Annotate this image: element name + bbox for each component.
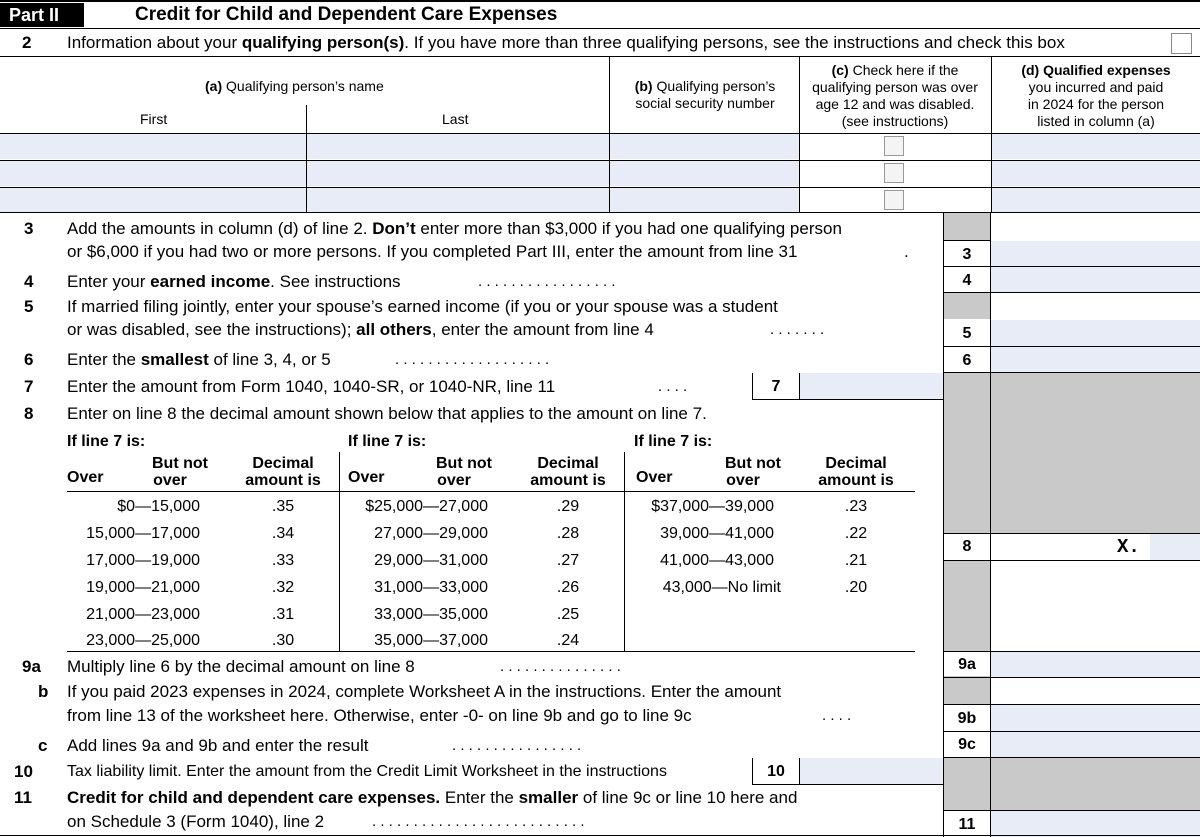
line-9a-box-label: 9a bbox=[958, 656, 976, 673]
table-1-decimal: .35 bbox=[271, 498, 295, 515]
line-6-leader-dots: . . . . . . . . . . . . . . . . . . . bbox=[395, 351, 550, 368]
line-5-text-2: or was disabled, see the instructions); all others, enter the amount from line 4 bbox=[67, 320, 654, 339]
person-2-ssn[interactable] bbox=[610, 161, 799, 186]
line-9b-box-label: 9b bbox=[957, 710, 977, 727]
shaded-cell bbox=[944, 676, 990, 704]
table-3-if-header: If line 7 is: bbox=[634, 433, 713, 450]
table-1-butnot-over: over bbox=[153, 472, 187, 489]
table-2-range: 35,000—37,000 bbox=[374, 632, 488, 649]
decimal-table-bottom-rule bbox=[67, 651, 915, 652]
line-7-text: Enter the amount from Form 1040, 1040-SR, or 1040-NR, line 11 bbox=[67, 377, 556, 396]
box-rule bbox=[943, 292, 1200, 293]
table-1-amount-header: amount is bbox=[245, 472, 321, 489]
line-5-number: 5 bbox=[24, 297, 34, 316]
box-rule bbox=[943, 240, 991, 241]
table-3-decimal: .23 bbox=[844, 498, 868, 515]
line-9a-number: 9a bbox=[22, 657, 41, 676]
table-3-range: $37,000—39,000 bbox=[651, 498, 774, 515]
table-2-range: 31,000—33,000 bbox=[374, 579, 488, 596]
table-2-decimal: .29 bbox=[556, 498, 580, 515]
table-1-butnot-header: But not bbox=[152, 455, 208, 472]
line-9a-amount[interactable] bbox=[991, 652, 1200, 677]
col-d-header-4: listed in column (a) bbox=[1037, 113, 1155, 129]
table-2-butnot-over: over bbox=[437, 472, 471, 489]
table-1-range: 17,000—19,000 bbox=[86, 552, 200, 569]
line-5-box-label: 5 bbox=[962, 325, 972, 342]
part-label: Part II bbox=[9, 5, 60, 25]
line-8-decimal[interactable] bbox=[1150, 534, 1200, 560]
line-7-bottom-rule bbox=[752, 399, 943, 400]
col-divider bbox=[991, 56, 992, 212]
line-9c-leader-dots: . . . . . . . . . . . . . . . . bbox=[452, 737, 582, 754]
shaded-cell bbox=[991, 758, 1200, 810]
table-3-butnot-over: over bbox=[726, 472, 760, 489]
line-11-number: 11 bbox=[14, 788, 32, 807]
line-3-text-1: Add the amounts in column (d) of line 2. Don’t enter more than $3,000 if you had one qualifying person bbox=[67, 219, 842, 238]
line-9c-number: c bbox=[38, 736, 48, 755]
col-divider bbox=[799, 56, 800, 212]
line-7-leader-dots: . . . . bbox=[658, 378, 688, 395]
line-10-bottom-rule bbox=[752, 784, 943, 785]
bottom-rule bbox=[0, 835, 1200, 836]
table-3-decimal-header: Decimal bbox=[825, 455, 887, 472]
line-9a-leader-dots: . . . . . . . . . . . . . . . bbox=[500, 658, 621, 675]
person-3-ssn[interactable] bbox=[610, 188, 799, 212]
table-1-decimal: .30 bbox=[271, 632, 295, 649]
line-8-x-prefix: X. bbox=[1117, 536, 1140, 558]
line-5-text-1: If married filing jointly, enter your spouse’s earned income (if you or your spouse was a student bbox=[67, 297, 778, 316]
table-2-butnot-header: But not bbox=[436, 455, 492, 472]
col-a-first-label: First bbox=[140, 111, 168, 127]
line-10-box-label: 10 bbox=[767, 763, 785, 780]
line-6-number: 6 bbox=[24, 350, 34, 369]
line-9b-number: b bbox=[38, 682, 49, 701]
table-1-range: 23,000—25,000 bbox=[86, 632, 200, 649]
col-a-header: (a) Qualifying person’s name bbox=[205, 78, 384, 94]
table-3-decimal: .21 bbox=[844, 552, 868, 569]
line-4-number: 4 bbox=[24, 272, 34, 291]
table-2-decimal: .24 bbox=[556, 632, 580, 649]
table-2-over-header: Over bbox=[348, 469, 385, 486]
line-6-text: Enter the smallest of line 3, 4, or 5 bbox=[67, 350, 331, 369]
table-3-range: 41,000—43,000 bbox=[660, 552, 774, 569]
person-3-expenses[interactable] bbox=[992, 188, 1200, 212]
line-2-text: Information about your qualifying person(s). If you have more than three qualifying persons, see the instructions and check this box bbox=[67, 33, 1065, 52]
table-1-decimal: .33 bbox=[271, 552, 295, 569]
table-2-range: 29,000—31,000 bbox=[374, 552, 488, 569]
table-1-if-header: If line 7 is: bbox=[67, 433, 146, 450]
table-3-range: 43,000—No limit bbox=[662, 579, 781, 596]
table-1-decimal: .32 bbox=[271, 579, 295, 596]
shaded-cell bbox=[991, 373, 1200, 533]
person-2-first-name[interactable] bbox=[0, 161, 306, 186]
line-10-amount[interactable] bbox=[800, 758, 943, 784]
col-c-header-2: qualifying person was over bbox=[812, 79, 978, 95]
col-b-header-2: social security number bbox=[635, 95, 775, 111]
table-1-decimal-header: Decimal bbox=[252, 455, 314, 472]
line-4-box-label: 4 bbox=[962, 272, 972, 289]
line-8-text: Enter on line 8 the decimal amount shown below that applies to the amount on line 7. bbox=[67, 404, 707, 423]
decimal-table-header-rule bbox=[67, 491, 915, 492]
table-3-amount-header: amount is bbox=[818, 472, 894, 489]
top-rule bbox=[0, 0, 1200, 2]
table-3-over-header: Over bbox=[636, 469, 673, 486]
shaded-cell bbox=[944, 213, 990, 241]
table-2-decimal: .27 bbox=[556, 552, 580, 569]
table-2-range: 27,000—29,000 bbox=[374, 525, 488, 542]
line-9c-amount[interactable] bbox=[991, 732, 1200, 757]
line-3-dot: . bbox=[904, 242, 909, 261]
more-than-three-checkbox[interactable] bbox=[1171, 33, 1192, 54]
table-1-range: 19,000—21,000 bbox=[86, 579, 200, 596]
part-label-box bbox=[0, 3, 84, 27]
line-3-amount[interactable] bbox=[991, 241, 1200, 266]
person-1-disabled-checkbox[interactable] bbox=[884, 136, 904, 156]
line-2-number: 2 bbox=[22, 33, 32, 52]
col-c-header-1: (c) Check here if the bbox=[831, 62, 959, 78]
line-10-number: 10 bbox=[14, 762, 33, 781]
shaded-cell bbox=[944, 373, 990, 533]
line-4-leader-dots: . . . . . . . . . . . . . . . . . bbox=[478, 273, 616, 290]
line-9a-text: Multiply line 6 by the decimal amount on line 8 bbox=[67, 657, 415, 676]
table-2-range: 33,000—35,000 bbox=[374, 606, 488, 623]
person-2-disabled-checkbox[interactable] bbox=[884, 163, 904, 183]
box-rule bbox=[943, 677, 1200, 678]
line-11-box-label: 11 bbox=[958, 816, 976, 833]
part-title: Credit for Child and Dependent Care Expenses bbox=[135, 4, 558, 25]
line-11-amount[interactable] bbox=[991, 811, 1200, 837]
line-9b-leader-dots: . . . . bbox=[822, 707, 852, 724]
line-9c-box-label: 9c bbox=[958, 736, 976, 753]
line-9c-text: Add lines 9a and 9b and enter the result bbox=[67, 736, 369, 755]
table-2-decimal-header: Decimal bbox=[537, 455, 599, 472]
line-2-rule bbox=[0, 56, 1200, 57]
shaded-cell bbox=[944, 293, 990, 319]
table-2-decimal: .28 bbox=[556, 525, 580, 542]
line-5-amount[interactable] bbox=[991, 320, 1200, 346]
person-2-last-name[interactable] bbox=[307, 161, 609, 186]
table-2-decimal: .26 bbox=[556, 579, 580, 596]
line-7-number: 7 bbox=[24, 377, 34, 396]
table-1-range: $0—15,000 bbox=[117, 498, 200, 515]
table-3-butnot-header: But not bbox=[725, 455, 781, 472]
table-3-decimal: .22 bbox=[844, 525, 868, 542]
line-3-number: 3 bbox=[24, 219, 34, 238]
col-divider bbox=[609, 56, 610, 212]
person-1-ssn[interactable] bbox=[610, 134, 799, 159]
table-3-range: 39,000—41,000 bbox=[660, 525, 774, 542]
table-2-decimal: .25 bbox=[556, 606, 580, 623]
line-9b-text-2: from line 13 of the worksheet here. Otherwise, enter -0- on line 9b and go to line 9c bbox=[67, 706, 692, 725]
shaded-cell bbox=[944, 561, 990, 651]
table-1-range: 15,000—17,000 bbox=[86, 525, 200, 542]
col-d-header-2: you incurred and paid bbox=[1028, 79, 1164, 95]
col-a-last-label: Last bbox=[442, 111, 469, 127]
line-8-box-label: 8 bbox=[962, 538, 972, 555]
person-1-first-name[interactable] bbox=[0, 134, 306, 159]
person-1-last-name[interactable] bbox=[307, 134, 609, 159]
person-3-last-name[interactable] bbox=[307, 188, 609, 212]
decimal-table-divider bbox=[624, 452, 625, 651]
table-1-over-header: Over bbox=[67, 469, 104, 486]
line-3-text-2: or $6,000 if you had two or more persons. If you completed Part III, enter the amount from line 31 bbox=[67, 242, 798, 261]
line-7-box-label: 7 bbox=[771, 378, 781, 395]
box-rule bbox=[943, 372, 1200, 373]
box-rule bbox=[943, 757, 1200, 758]
line-4-amount[interactable] bbox=[991, 267, 1200, 292]
col-d-header-3: in 2024 for the person bbox=[1027, 96, 1165, 112]
person-3-disabled-checkbox[interactable] bbox=[884, 190, 904, 210]
col-c-header-4: (see instructions) bbox=[841, 113, 949, 129]
table-1-range: 21,000—23,000 bbox=[86, 606, 200, 623]
line-8-number: 8 bbox=[24, 404, 34, 423]
line-11-text-1: Credit for child and dependent care expenses. Enter the smaller of line 9c or line 10 here and bbox=[67, 788, 798, 807]
col-c-header-3: age 12 and was disabled. bbox=[815, 96, 975, 112]
col-divider bbox=[306, 105, 307, 212]
table-bottom-rule bbox=[0, 212, 1200, 213]
line-9b-amount[interactable] bbox=[991, 705, 1200, 731]
part-rule bbox=[0, 28, 1200, 29]
line-6-amount[interactable] bbox=[991, 347, 1200, 372]
line-6-box-label: 6 bbox=[962, 352, 972, 369]
person-2-expenses[interactable] bbox=[992, 161, 1200, 186]
line-10-text: Tax liability limit. Enter the amount from the Credit Limit Worksheet in the instructions bbox=[67, 763, 667, 780]
person-1-expenses[interactable] bbox=[992, 134, 1200, 159]
table-2-range: $25,000—27,000 bbox=[365, 498, 488, 515]
table-3-decimal: .20 bbox=[844, 579, 868, 596]
line-9b-text-1: If you paid 2023 expenses in 2024, complete Worksheet A in the instructions. Enter the amount bbox=[67, 682, 782, 701]
shaded-cell bbox=[944, 758, 990, 810]
line-11-leader-dots: . . . . . . . . . . . . . . . . . . . . . . . . . . bbox=[372, 813, 585, 830]
table-2-if-header: If line 7 is: bbox=[348, 433, 427, 450]
line-7-amount[interactable] bbox=[800, 373, 943, 399]
person-3-first-name[interactable] bbox=[0, 188, 306, 212]
line-11-text-2: on Schedule 3 (Form 1040), line 2 bbox=[67, 812, 325, 831]
col-b-header-1: (b) Qualifying person’s bbox=[634, 78, 776, 94]
line-3-box-label: 3 bbox=[962, 246, 972, 263]
line-5-leader-dots: . . . . . . . bbox=[770, 321, 825, 338]
line-4-text: Enter your earned income. See instructions bbox=[67, 272, 401, 291]
table-1-decimal: .34 bbox=[271, 525, 295, 542]
box-rule bbox=[943, 560, 1200, 561]
table-1-decimal: .31 bbox=[271, 606, 295, 623]
table-2-amount-header: amount is bbox=[530, 472, 606, 489]
col-d-header-1: (d) Qualified expenses bbox=[1021, 62, 1171, 78]
